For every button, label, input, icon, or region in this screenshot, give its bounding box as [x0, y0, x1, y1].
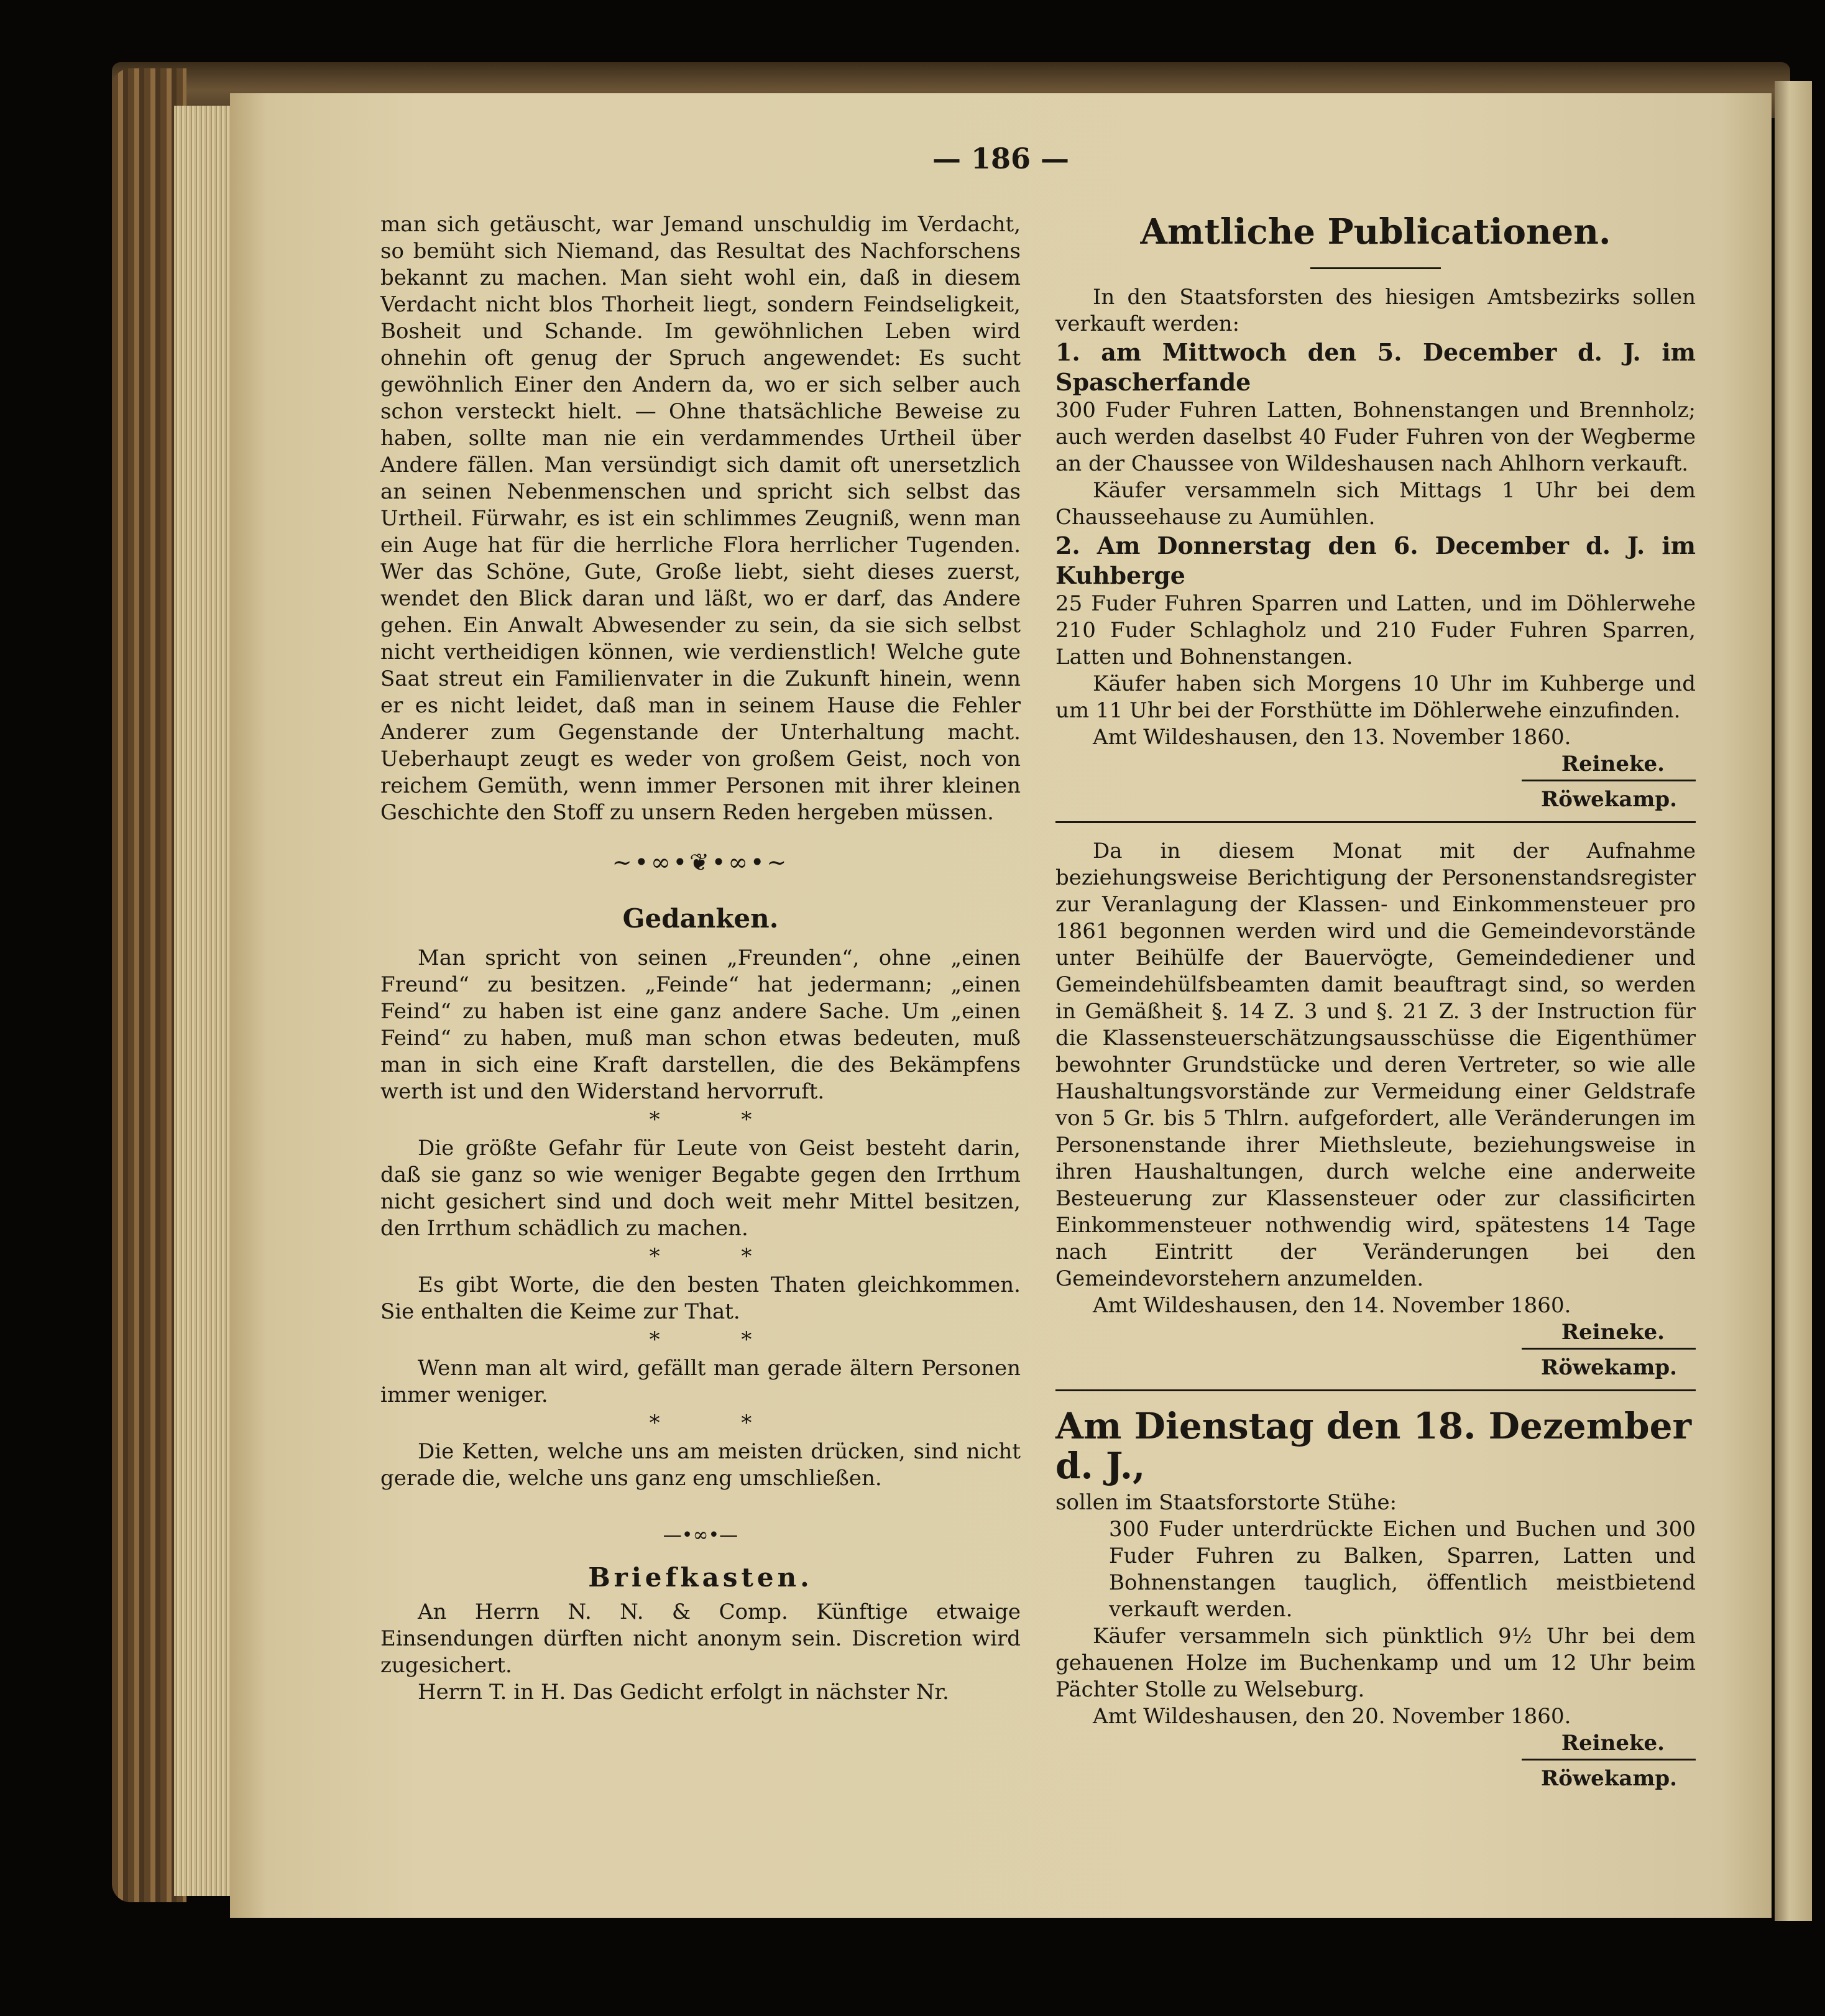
- title-rule: [1310, 267, 1441, 269]
- facing-page-edge: [1775, 81, 1812, 1921]
- page-number: — 186 —: [932, 142, 1070, 175]
- notice1-item2-head: 2. Am Donnerstag den 6. December d. J. im Kuhberge: [1055, 532, 1696, 589]
- notice3-date: Amt Wildeshausen, den 20. November 1860.: [1093, 1704, 1571, 1729]
- notice1-signature-1: Reineke.: [1561, 752, 1665, 776]
- gedanke-2: Die größte Gefahr für Leute von Geist besteht darin, daß sie ganz so wie weniger Begabte gegen den Irrthum nicht gesichert sind und doch weit mehr Mittel besitzen, den Irrthum schädlich zu machen.: [380, 1136, 1021, 1241]
- separator-stars: * *: [649, 1411, 789, 1435]
- notice3-meet: Käufer versammeln sich pünktlich 9½ Uhr bei dem gehauenen Holze im Buchenkamp und um 12 Uhr beim Pächter Stolle zu Welseburg.: [1055, 1624, 1696, 1702]
- gedanken-title: Gedanken.: [622, 903, 779, 934]
- left-column: [380, 211, 1021, 1706]
- notice3-signature-2: Röwekamp.: [1540, 1766, 1677, 1791]
- notice2-signature-1: Reineke.: [1561, 1320, 1665, 1345]
- notice1-item1-head: 1. am Mittwoch den 5. December d. J. im Spascherfande: [1055, 338, 1696, 396]
- separator-stars: * *: [649, 1244, 789, 1269]
- notice-divider: [1055, 821, 1696, 823]
- notice2-date: Amt Wildeshausen, den 14. November 1860.: [1093, 1293, 1571, 1318]
- section-ornament: ~•∞•❦•∞•~: [612, 849, 789, 876]
- notice1-signature-2: Röwekamp.: [1540, 787, 1677, 812]
- notice-divider: [1055, 1389, 1696, 1391]
- gedanke-5: Die Ketten, welche uns am meisten drücken, sind nicht gerade die, welche uns ganz eng umschließen.: [380, 1439, 1021, 1491]
- notice2-signature-2: Röwekamp.: [1540, 1355, 1677, 1380]
- briefkasten-entry-1: An Herrn N. N. & Comp. Künftige etwaige Einsendungen dürften nicht anonym sein. Discretion wird zugesichert.: [380, 1599, 1021, 1678]
- notice1-item1-text: 300 Fuder Fuhren Latten, Bohnenstangen und Brennholz; auch werden daselbst 40 Fuder Fuhren von der Wegberme an der Chaussee von Wildeshausen nach Ahlhorn verkauft.: [1055, 398, 1696, 476]
- signature-rule: [1522, 1348, 1696, 1350]
- briefkasten-entry-2: Herrn T. in H. Das Gedicht erfolgt in nächster Nr.: [418, 1680, 949, 1705]
- right-column: [1055, 211, 1696, 1792]
- page-edges: [174, 106, 236, 1896]
- publications-title: Amtliche Publicationen.: [1140, 211, 1611, 252]
- notice3-head: Am Dienstag den 18. Dezember d. J.,: [1055, 1405, 1692, 1487]
- notice3-signature-1: Reineke.: [1561, 1731, 1665, 1756]
- notice1-item2-meet: Käufer haben sich Morgens 10 Uhr im Kuhberge und um 11 Uhr bei der Forsthütte im Döhlerwehe einzufinden.: [1055, 671, 1696, 723]
- separator-stars: * *: [649, 1327, 789, 1352]
- notice1-item2-text: 25 Fuder Fuhren Sparren und Latten, und im Döhlerwehe 210 Fuder Schlagholz und 210 Fuder Fuhren Sparren, Latten und Bohnenstangen.: [1055, 591, 1696, 670]
- notice3-text: 300 Fuder unterdrückte Eichen und Buchen und 300 Fuder Fuhren zu Balken, Sparren, Latten und Bohnenstangen tauglich, öffentlich meistbietend verkauft werden.: [1109, 1517, 1696, 1622]
- small-ornament: —•∞•—: [663, 1524, 738, 1546]
- notice1-date: Amt Wildeshausen, den 13. November 1860.: [1093, 725, 1571, 750]
- gedanke-3: Es gibt Worte, die den besten Thaten gleichkommen. Sie enthalten die Keime zur That.: [380, 1273, 1021, 1324]
- notice2-text: Da in diesem Monat mit der Aufnahme beziehungsweise Berichtigung der Personenstandsregister zur Veranlagung der Klassen- und Einkommensteuer pro 1861 begonnen werden wird und die Gemeindevorstände unter Beihülfe der Bauervögte, Gemeindediener und Gemeindehülfsbeamten damit beauftragt sind, so werden in Gemäßheit §. 14 Z. 3 und §. 21 Z. 3 der Instruction für die Klassensteuerschätzungsausschüsse die Eigenthümer bewohnter Grundstücke und deren Vertreter, so wie alle Haushaltungsvorstände zur Vermeidung einer Geldstrafe von 5 Gr. bis 5 Thlrn. aufgefordert, alle Veränderungen im Personenstande ihrer Miethsleute, beziehungsweise in ihren Haushaltungen, durch welche eine anderweite Besteuerung zur Klassensteuer oder zur classificirten Einkommensteuer nothwendig wird, spätestens 14 Tage nach Eintritt der Veränderungen bei den Gemeindevorstehern anzumelden.: [1055, 839, 1696, 1291]
- gedanke-1: Man spricht von seinen „Freunden“, ohne „einen Freund“ zu besitzen. „Feinde“ hat jedermann; „einen Feind“ zu haben ist eine ganz andere Sache. Um „einen Feind“ zu haben, muß man schon etwas bedeuten, muß man in sich eine Kraft darstellen, die des Bekämpfens werth ist und den Widerstand hervorruft.: [380, 946, 1021, 1104]
- newspaper-page: [230, 93, 1772, 1918]
- signature-rule: [1522, 1759, 1696, 1761]
- signature-rule: [1522, 780, 1696, 781]
- notice1-item1-meet: Käufer versammeln sich Mittags 1 Uhr bei dem Chausseehause zu Aumühlen.: [1055, 478, 1696, 530]
- notice1-intro: In den Staatsforsten des hiesigen Amtsbezirks sollen verkauft werden:: [1055, 285, 1696, 336]
- gedanke-4: Wenn man alt wird, gefällt man gerade ältern Personen immer weniger.: [380, 1356, 1021, 1407]
- separator-stars: * *: [649, 1107, 789, 1132]
- notice3-lead: sollen im Staatsforstorte Stühe:: [1055, 1490, 1397, 1515]
- briefkasten-title: Briefkasten.: [588, 1562, 813, 1593]
- essay-continuation: man sich getäuscht, war Jemand unschuldig im Verdacht, so bemüht sich Niemand, das Resultat des Nachforschens bekannt zu machen. Man sieht wohl ein, daß in diesem Verdacht nicht blos Thorheit liegt, sondern Feindseligkeit, Bosheit und Schande. Im gewöhnlichen Leben wird ohnehin oft genug der Spruch angewendet: Es sucht gewöhnlich Einer den Andern da, wo er sich selber auch schon versteckt hielt. — Ohne thatsächliche Beweise zu haben, sollte man nie ein verdammendes Urtheil über Andere fällen. Man versündigt sich damit oft unersetzlich an seinen Nebenmenschen und spricht sich selbst das Urtheil. Fürwahr, es ist ein schlimmes Zeugniß, wenn man ein Auge hat für die herrliche Flora herrlicher Tugenden. Wer das Schöne, Gute, Große liebt, sieht dieses zuerst, wendet den Blick daran und läßt, wo er darf, das Andere gehen. Ein Anwalt Abwesender zu sein, da sie sich selbst nicht vertheidigen können, wie verdienstlich! Welche gute Saat streut ein Familienvater in die Zukunft hinein, wenn er es nicht leidet, daß man in seinem Hause die Fehler Anderer zum Gegenstande der Unterhaltung macht. Ueberhaupt zeugt es weder von großem Geist, noch von reichem Gemüth, wenn immer Personen mit ihrer kleinen Geschichte den Stoff zu unsern Reden hergeben müssen.: [380, 212, 1021, 825]
